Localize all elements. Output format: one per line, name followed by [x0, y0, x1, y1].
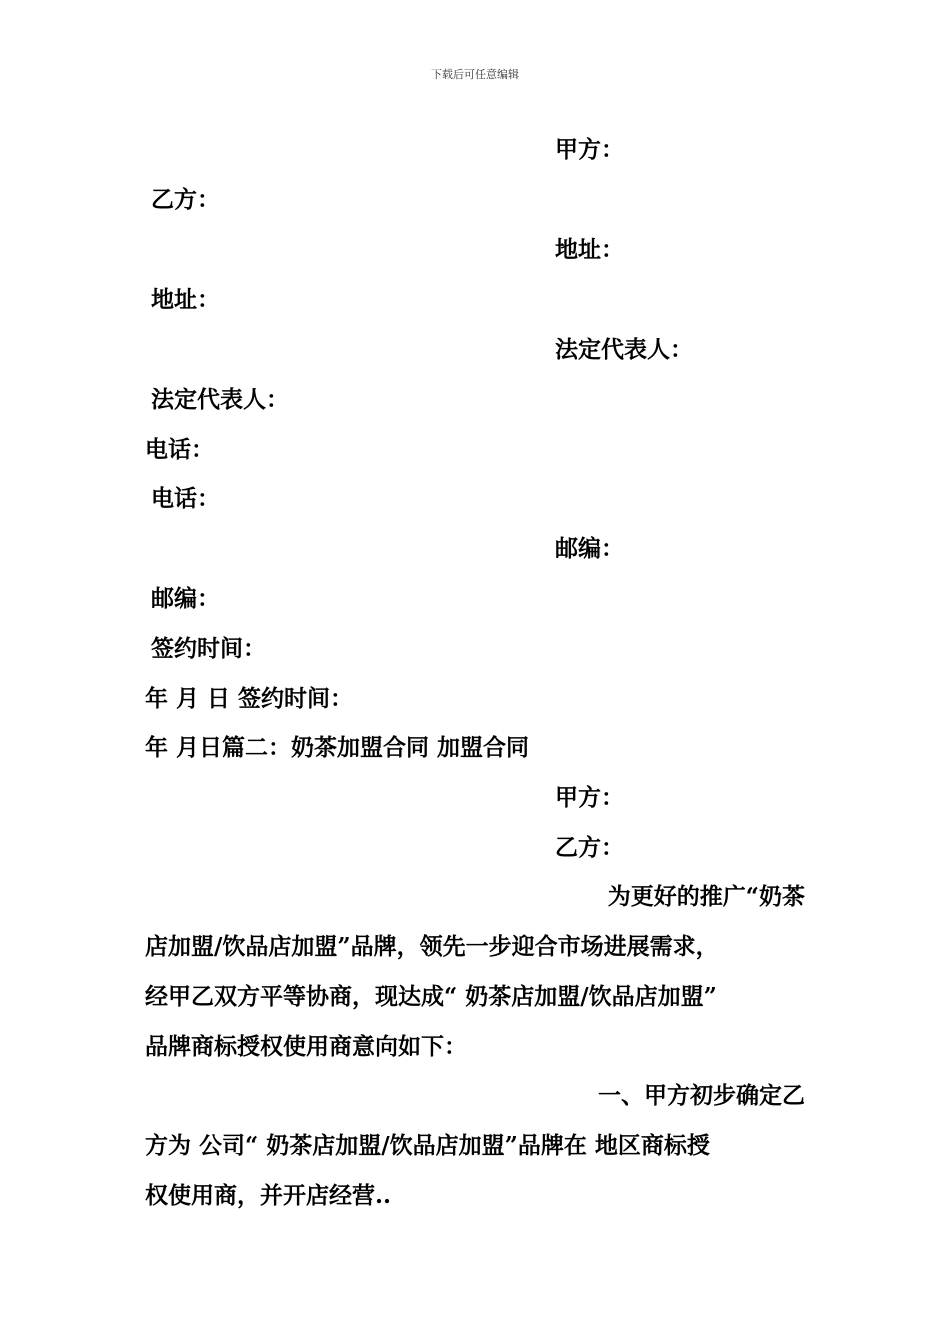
intro-line: 品牌商标授权使用商意向如下： [145, 1033, 467, 1060]
contract2-party-a-label: 甲方： [555, 784, 624, 811]
clause-line: 方为 公司“ 奶茶店加盟/饮品店加盟”品牌在 地区商标授 [145, 1132, 710, 1159]
phone-a-label: 电话： [145, 436, 214, 463]
party-b-label: 乙方： [151, 186, 220, 213]
sign-date-line: 年 月 日 签约时间： [145, 685, 354, 712]
sign-time-label: 签约时间： [151, 635, 266, 662]
address-a-label: 地址： [555, 236, 624, 263]
phone-b-label: 电话： [151, 485, 220, 512]
intro-paragraph [145, 872, 810, 1072]
party-a-label: 甲方： [555, 136, 624, 163]
clause-line: 一、甲方初步确定乙 [598, 1082, 805, 1109]
intro-line: 店加盟/饮品店加盟”品牌，领先一步迎合市场进展需求， [145, 933, 719, 960]
legal-rep-b-label: 法定代表人： [151, 386, 289, 413]
clause-line: 权使用商，并开店经营.. [145, 1182, 392, 1209]
clause-one-paragraph [145, 1071, 810, 1221]
address-b-label: 地址： [151, 286, 220, 313]
contract2-party-b-label: 乙方： [555, 834, 624, 861]
postcode-a-label: 邮编： [555, 535, 624, 562]
intro-line: 为更好的推广“奶茶 [607, 883, 805, 910]
header-note: 下载后可任意编辑 [431, 68, 519, 81]
section-title-line: 年 月日篇二：奶茶加盟合同 加盟合同 [145, 734, 530, 761]
intro-line: 经甲乙双方平等协商，现达成“ 奶茶店加盟/饮品店加盟” [145, 983, 717, 1010]
legal-rep-a-label: 法定代表人： [555, 336, 693, 363]
postcode-b-label: 邮编： [151, 585, 220, 612]
